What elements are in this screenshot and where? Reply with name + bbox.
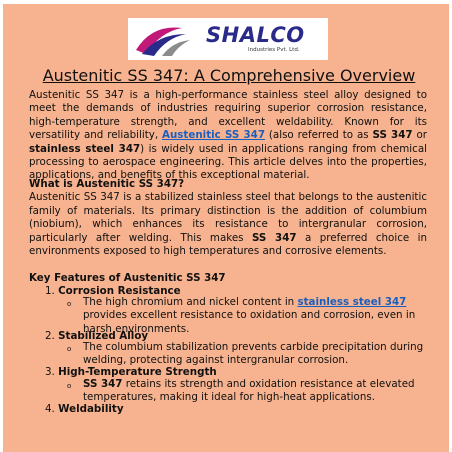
logo-wordmark: SHALCO (206, 23, 305, 47)
bullet-marker: o (67, 382, 72, 390)
feature-item-weldability: 4. Weldability (45, 403, 124, 415)
feature-detail-high-temp: SS 347 retains its strength and oxidation resistance at elevated temperatures, making it ideal for high-heat applications. (83, 378, 415, 404)
what-is-heading: What is Austenitic SS 347? (29, 178, 185, 190)
feature-item-corrosion: 1. Corrosion Resistance (45, 285, 181, 297)
page-title: Austenitic SS 347: A Comprehensive Overview (42, 66, 416, 85)
company-logo[interactable] (128, 18, 328, 60)
feature-detail-stabilized: The columbium stabilization prevents carbide precipitation during welding, protecting against intergranular corrosion. (83, 341, 424, 367)
bullet-marker: o (67, 300, 72, 308)
bullet-marker: o (67, 345, 72, 353)
feature-detail-corrosion: The high chromium and nickel content in stainless steel 347 provides excellent resistance to oxidation and corrosion, even in harsh environments. (83, 296, 416, 335)
shalco-logo-mark-icon (132, 20, 192, 58)
austenitic-ss347-link[interactable]: Austenitic SS 347 (162, 129, 265, 142)
what-is-section: What is Austenitic SS 347? Austenitic SS 347 is a stabilized stainless steel that belongs to the austenitic family of materials. Its primary distinction is the addition of columbium (niobium), which enhances its resistance to intergranular corrosion, particularly after welding. This makes SS 347 a preferred choice in environments exposed to high temperatures and corrosive elements. (29, 178, 428, 258)
feature-item-stabilized: 2. Stabilized Alloy (45, 330, 149, 342)
feature-item-high-temp: 3. High-Temperature Strength (45, 366, 217, 378)
stainless-steel-347-link[interactable]: stainless steel 347 (297, 296, 407, 308)
key-features-heading: Key Features of Austenitic SS 347 (29, 272, 226, 284)
intro-paragraph: Austenitic SS 347 is a high-performance stainless steel alloy designed to meet the demands of industries requiring superior corrosion resistance, high-temperature strength, and excellent weldability. Known for its versatility and reliability, Austenitic SS 347 (also referred to as SS 347 or stainless steel 347) is widely used in applications ranging from chemical processing to aerospace engineering. This article delves into the properties, applications, and benefits of this exceptional material. (29, 89, 427, 182)
logo-subtitle: Industries Pvt. Ltd. (248, 47, 300, 53)
